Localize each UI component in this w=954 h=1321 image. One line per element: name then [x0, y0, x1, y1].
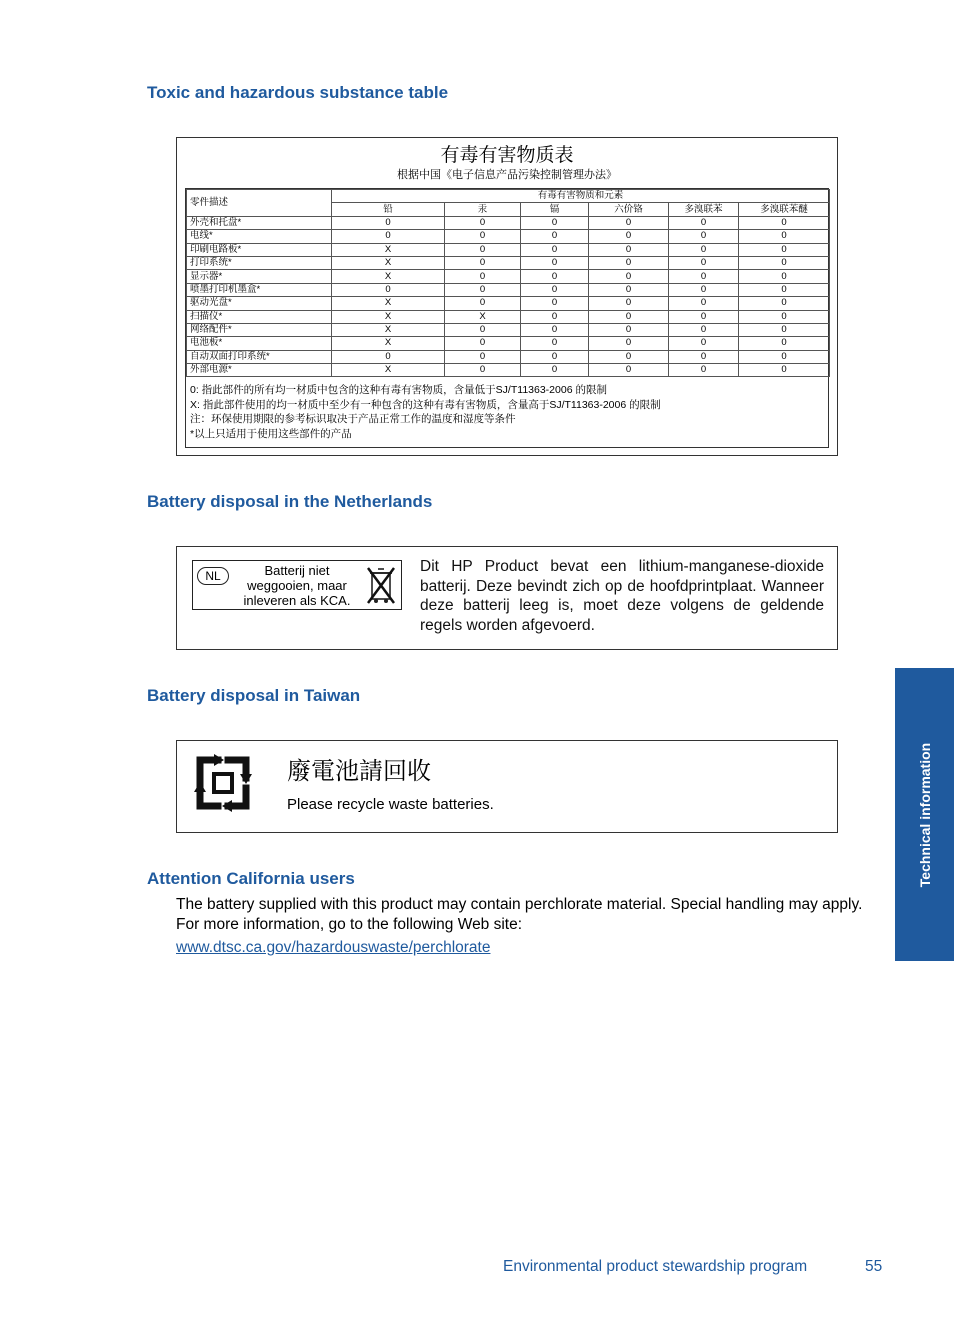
- substance-value: 0: [739, 337, 830, 350]
- substance-value: 0: [739, 230, 830, 243]
- substance-value: 0: [445, 337, 521, 350]
- nl-badge: NL: [197, 567, 229, 585]
- substance-value: 0: [589, 364, 669, 377]
- substance-value: 0: [521, 350, 589, 363]
- substance-value: 0: [445, 350, 521, 363]
- substance-value: 0: [669, 323, 739, 336]
- part-header: 零件描述: [187, 190, 332, 217]
- substance-value: 0: [589, 323, 669, 336]
- substance-value: 0: [739, 270, 830, 283]
- part-name: 网络配件*: [187, 323, 332, 336]
- substance-value: 0: [669, 310, 739, 323]
- table-row: [187, 297, 830, 310]
- substance-value: 0: [739, 256, 830, 269]
- substance-value: 0: [739, 364, 830, 377]
- table-row: [187, 337, 830, 350]
- table-row: [187, 350, 830, 363]
- substance-value: 0: [521, 283, 589, 296]
- substance-value: 0: [445, 323, 521, 336]
- table-row: [187, 270, 830, 283]
- note-line: *以上只适用于使用这些部件的产品: [190, 427, 352, 440]
- table-row: [187, 310, 830, 323]
- substance-value: 0: [739, 323, 830, 336]
- kca-label-line: inleveren als KCA.: [243, 593, 351, 608]
- substance-table-subtitle: 根据中国《电子信息产品污染控制管理办法》: [397, 169, 617, 181]
- substance-value: 0: [739, 283, 830, 296]
- part-name: 打印系统*: [187, 256, 332, 269]
- part-name: 电池板*: [187, 337, 332, 350]
- substance-value: 0: [669, 364, 739, 377]
- part-name: 驱动光盘*: [187, 297, 332, 310]
- substance-value: 0: [445, 243, 521, 256]
- netherlands-box: [176, 546, 838, 650]
- substance-value: 0: [589, 216, 669, 229]
- substance-value: 0: [521, 256, 589, 269]
- substance-value: 0: [445, 256, 521, 269]
- part-name: 外壳和托盘*: [187, 216, 332, 229]
- substance-value: X: [332, 310, 445, 323]
- part-name: 自动双面打印系统*: [187, 350, 332, 363]
- column-header: 镉: [521, 203, 589, 216]
- column-header: 多溴联苯醚: [739, 203, 830, 216]
- substance-value: X: [332, 243, 445, 256]
- substance-value: 0: [589, 310, 669, 323]
- taiwan-subtitle: Please recycle waste batteries.: [287, 796, 494, 813]
- kca-label: [192, 560, 402, 610]
- substance-value: 0: [521, 310, 589, 323]
- substance-value: 0: [521, 323, 589, 336]
- substance-value: 0: [589, 283, 669, 296]
- section-heading-california: Attention California users: [147, 869, 355, 888]
- substance-value: X: [332, 256, 445, 269]
- substance-value: 0: [669, 230, 739, 243]
- netherlands-description: Dit HP Product bevat een lithium-manganese-dioxide batterij. Deze bevindt zich op de hoofdprintplaat. Wanneer deze batterij leeg is, moet deze volgens de geldende regels worden afgevoerd.: [420, 558, 824, 634]
- page-number: 55: [865, 1258, 883, 1275]
- part-name: 电线*: [187, 230, 332, 243]
- substance-value: 0: [445, 364, 521, 377]
- substance-value: 0: [669, 283, 739, 296]
- taiwan-title: 廢電池請回收: [287, 758, 431, 785]
- table-row: [187, 323, 830, 336]
- table-row: [187, 364, 830, 377]
- kca-label-text: [231, 563, 363, 608]
- column-header: 六价铬: [589, 203, 669, 216]
- substance-value: 0: [521, 243, 589, 256]
- kca-label-line: Batterij niet: [264, 563, 330, 578]
- kca-label-line: weggooien, maar: [247, 578, 347, 593]
- substance-value: 0: [739, 216, 830, 229]
- substance-value: 0: [332, 216, 445, 229]
- substance-value: 0: [669, 297, 739, 310]
- substance-value: X: [332, 364, 445, 377]
- california-body: The battery supplied with this product may contain perchlorate material. Special handling may apply. For more information, go to the following Web site:: [176, 896, 863, 933]
- substance-value: 0: [332, 230, 445, 243]
- substance-table-body: [187, 216, 830, 377]
- substance-value: 0: [739, 310, 830, 323]
- column-header: 汞: [445, 203, 521, 216]
- substance-value: 0: [445, 270, 521, 283]
- substance-value: 0: [445, 230, 521, 243]
- substance-value: 0: [739, 243, 830, 256]
- substance-value: X: [332, 323, 445, 336]
- part-name: 喷墨打印机墨盒*: [187, 283, 332, 296]
- column-header: 铅: [332, 203, 445, 216]
- substance-value: 0: [521, 270, 589, 283]
- column-header: 多溴联苯: [669, 203, 739, 216]
- section-heading-netherlands: Battery disposal in the Netherlands: [147, 492, 433, 511]
- substance-value: 0: [521, 230, 589, 243]
- substance-value: 0: [332, 350, 445, 363]
- substance-notes: [190, 383, 661, 441]
- table-row: [187, 283, 830, 296]
- substance-value: 0: [589, 270, 669, 283]
- table-row: [187, 243, 830, 256]
- substance-value: 0: [445, 297, 521, 310]
- substance-value: X: [332, 297, 445, 310]
- substance-value: 0: [589, 243, 669, 256]
- substance-table-box: [176, 137, 838, 456]
- substance-table-frame: [185, 188, 829, 448]
- table-row: [187, 216, 830, 229]
- note-line: 注：环保使用期限的参考标识取决于产品正常工作的温度和湿度等条件: [190, 413, 516, 425]
- group-header: 有毒有害物质和元素: [332, 190, 830, 203]
- substance-value: 0: [589, 256, 669, 269]
- crossed-out-bin-icon: [367, 565, 395, 605]
- table-row: [187, 230, 830, 243]
- substance-value: 0: [739, 350, 830, 363]
- side-tab-label: Technical information: [916, 742, 933, 887]
- taiwan-box: [176, 740, 838, 833]
- substance-value: 0: [669, 243, 739, 256]
- substance-value: 0: [521, 297, 589, 310]
- substance-value: 0: [521, 364, 589, 377]
- substance-value: 0: [521, 337, 589, 350]
- section-heading-taiwan: Battery disposal in Taiwan: [147, 686, 361, 705]
- substance-value: 0: [669, 216, 739, 229]
- substance-value: X: [332, 337, 445, 350]
- substance-value: 0: [669, 270, 739, 283]
- substance-value: 0: [445, 283, 521, 296]
- recycle-icon: [192, 752, 254, 814]
- footer-title: Environmental product stewardship program: [503, 1258, 808, 1275]
- section-heading-toxic: Toxic and hazardous substance table: [147, 83, 449, 102]
- substance-value: 0: [669, 256, 739, 269]
- substance-value: X: [332, 270, 445, 283]
- substance-value: 0: [589, 230, 669, 243]
- substance-table: [186, 189, 830, 377]
- substance-value: X: [445, 310, 521, 323]
- part-name: 扫描仪*: [187, 310, 332, 323]
- part-name: 印刷电路板*: [187, 243, 332, 256]
- part-name: 显示器*: [187, 270, 332, 283]
- substance-value: 0: [589, 350, 669, 363]
- substance-table-title: 有毒有害物质表: [440, 145, 574, 166]
- perchlorate-link[interactable]: www.dtsc.ca.gov/hazardouswaste/perchlorate: [176, 939, 491, 956]
- substance-value: 0: [589, 297, 669, 310]
- substance-value: 0: [445, 216, 521, 229]
- substance-value: 0: [739, 297, 830, 310]
- part-name: 外部电源*: [187, 364, 332, 377]
- side-tab: [895, 668, 954, 961]
- note-line: X: 指此部件使用的均一材质中至少有一种包含的这种有毒有害物质，含量高于SJ/T11363-2006 的限制: [190, 398, 661, 411]
- substance-value: 0: [669, 350, 739, 363]
- substance-value: 0: [589, 337, 669, 350]
- substance-value: 0: [669, 337, 739, 350]
- substance-value: 0: [521, 216, 589, 229]
- note-line: 0: 指此部件的所有均一材质中包含的这种有毒有害物质，含量低于SJ/T11363-2006 的限制: [190, 384, 607, 396]
- table-row: [187, 256, 830, 269]
- substance-value: 0: [332, 283, 445, 296]
